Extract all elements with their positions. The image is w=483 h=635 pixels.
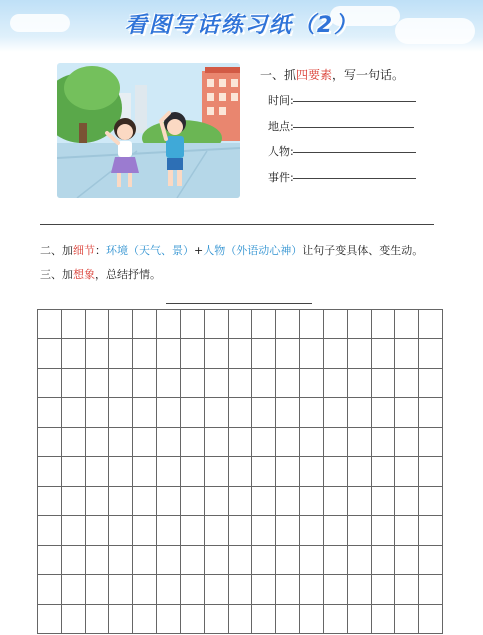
section2-colon: ： bbox=[95, 244, 106, 257]
grid-cell[interactable] bbox=[229, 457, 253, 486]
grid-cell[interactable] bbox=[372, 605, 396, 634]
grid-cell[interactable] bbox=[395, 516, 419, 545]
grid-cell[interactable] bbox=[324, 575, 348, 604]
field-time-label: 时间: bbox=[268, 94, 294, 107]
grid-cell[interactable] bbox=[62, 339, 86, 368]
grid-cell[interactable] bbox=[205, 575, 229, 604]
grid-cell[interactable] bbox=[324, 605, 348, 634]
grid-cell[interactable] bbox=[252, 457, 276, 486]
grid-cell[interactable] bbox=[348, 457, 372, 486]
section2-part2: 人物（外语动心神） bbox=[203, 244, 303, 257]
grid-cell[interactable] bbox=[86, 428, 110, 457]
grid-cell[interactable] bbox=[86, 575, 110, 604]
grid-cell[interactable] bbox=[419, 369, 443, 398]
grid-cell[interactable] bbox=[419, 457, 443, 486]
grid-cell[interactable] bbox=[419, 575, 443, 604]
essay-title-line[interactable] bbox=[166, 303, 312, 304]
grid-cell[interactable] bbox=[205, 546, 229, 575]
section3-highlight: 想象 bbox=[73, 268, 95, 281]
grid-cell[interactable] bbox=[205, 428, 229, 457]
section2-prefix: 二、加 bbox=[40, 244, 73, 257]
grid-cell[interactable] bbox=[300, 575, 324, 604]
grid-cell[interactable] bbox=[372, 398, 396, 427]
grid-cell[interactable] bbox=[181, 310, 205, 339]
grid-cell[interactable] bbox=[324, 546, 348, 575]
grid-cell[interactable] bbox=[372, 457, 396, 486]
grid-cell[interactable] bbox=[181, 546, 205, 575]
section3-heading bbox=[40, 266, 161, 282]
grid-cell[interactable] bbox=[372, 516, 396, 545]
grid-cell[interactable] bbox=[348, 605, 372, 634]
grid-cell[interactable] bbox=[300, 487, 324, 516]
grid-cell[interactable] bbox=[181, 339, 205, 368]
grid-cell[interactable] bbox=[300, 339, 324, 368]
grid-cell[interactable] bbox=[348, 487, 372, 516]
grid-cell[interactable] bbox=[395, 605, 419, 634]
grid-cell[interactable] bbox=[419, 546, 443, 575]
grid-cell[interactable] bbox=[252, 575, 276, 604]
grid-cell[interactable] bbox=[324, 369, 348, 398]
grid-cell[interactable] bbox=[109, 546, 133, 575]
grid-cell[interactable] bbox=[395, 457, 419, 486]
grid-cell[interactable] bbox=[109, 398, 133, 427]
section2-plus: + bbox=[194, 244, 204, 257]
grid-cell[interactable] bbox=[181, 369, 205, 398]
section3-suffix: ，总结抒情。 bbox=[95, 268, 161, 281]
grid-cell[interactable] bbox=[229, 398, 253, 427]
grid-cell[interactable] bbox=[38, 457, 62, 486]
field-place-line[interactable] bbox=[293, 127, 414, 128]
grid-cell[interactable] bbox=[181, 605, 205, 634]
grid-cell[interactable] bbox=[86, 457, 110, 486]
section1-heading bbox=[260, 66, 404, 83]
grid-cell[interactable] bbox=[276, 546, 300, 575]
grid-cell[interactable] bbox=[157, 605, 181, 634]
grid-cell[interactable] bbox=[62, 605, 86, 634]
grid-cell[interactable] bbox=[133, 398, 157, 427]
grid-cell[interactable] bbox=[181, 398, 205, 427]
grid-cell[interactable] bbox=[109, 339, 133, 368]
grid-cell[interactable] bbox=[86, 487, 110, 516]
grid-cell[interactable] bbox=[419, 428, 443, 457]
section2-suffix: 让句子变具体、变生动。 bbox=[302, 244, 424, 257]
grid-cell[interactable] bbox=[109, 487, 133, 516]
grid-cell[interactable] bbox=[205, 339, 229, 368]
grid-cell[interactable] bbox=[324, 398, 348, 427]
grid-cell[interactable] bbox=[86, 516, 110, 545]
grid-cell[interactable] bbox=[276, 369, 300, 398]
grid-cell[interactable] bbox=[109, 369, 133, 398]
grid-cell[interactable] bbox=[205, 487, 229, 516]
grid-cell[interactable] bbox=[229, 339, 253, 368]
grid-cell[interactable] bbox=[133, 428, 157, 457]
grid-cell[interactable] bbox=[38, 369, 62, 398]
grid-cell[interactable] bbox=[157, 339, 181, 368]
grid-cell[interactable] bbox=[62, 546, 86, 575]
grid-cell[interactable] bbox=[300, 516, 324, 545]
grid-cell[interactable] bbox=[157, 457, 181, 486]
grid-cell[interactable] bbox=[300, 605, 324, 634]
grid-cell[interactable] bbox=[395, 398, 419, 427]
grid-cell[interactable] bbox=[372, 428, 396, 457]
section1-suffix: ，写一句话。 bbox=[332, 68, 405, 82]
grid-cell[interactable] bbox=[38, 339, 62, 368]
grid-cell[interactable] bbox=[395, 428, 419, 457]
grid-cell[interactable] bbox=[372, 339, 396, 368]
grid-cell[interactable] bbox=[62, 487, 86, 516]
grid-cell[interactable] bbox=[86, 546, 110, 575]
grid-cell[interactable] bbox=[252, 516, 276, 545]
grid-cell[interactable] bbox=[157, 575, 181, 604]
grid-cell[interactable] bbox=[372, 369, 396, 398]
grid-cell[interactable] bbox=[348, 398, 372, 427]
grid-cell[interactable] bbox=[348, 369, 372, 398]
grid-cell[interactable] bbox=[419, 605, 443, 634]
grid-cell[interactable] bbox=[276, 605, 300, 634]
grid-cell[interactable] bbox=[276, 310, 300, 339]
grid-cell[interactable] bbox=[38, 487, 62, 516]
grid-cell[interactable] bbox=[348, 428, 372, 457]
grid-cell[interactable] bbox=[229, 575, 253, 604]
grid-cell[interactable] bbox=[133, 457, 157, 486]
grid-cell[interactable] bbox=[109, 516, 133, 545]
grid-cell[interactable] bbox=[62, 516, 86, 545]
grid-cell[interactable] bbox=[252, 546, 276, 575]
grid-cell[interactable] bbox=[395, 546, 419, 575]
grid-cell[interactable] bbox=[229, 369, 253, 398]
grid-cell[interactable] bbox=[252, 369, 276, 398]
grid-cell[interactable] bbox=[133, 487, 157, 516]
grid-cell[interactable] bbox=[419, 516, 443, 545]
grid-cell[interactable] bbox=[324, 516, 348, 545]
grid-cell[interactable] bbox=[276, 398, 300, 427]
section1-prefix: 一、抓 bbox=[260, 68, 297, 82]
grid-cell[interactable] bbox=[300, 428, 324, 457]
grid-cell[interactable] bbox=[300, 369, 324, 398]
grid-cell[interactable] bbox=[86, 339, 110, 368]
grid-cell[interactable] bbox=[86, 605, 110, 634]
grid-cell[interactable] bbox=[38, 310, 62, 339]
grid-cell[interactable] bbox=[372, 575, 396, 604]
grid-cell[interactable] bbox=[395, 487, 419, 516]
grid-cell[interactable] bbox=[229, 605, 253, 634]
grid-cell[interactable] bbox=[133, 546, 157, 575]
section2-heading bbox=[40, 242, 423, 258]
grid-cell[interactable] bbox=[324, 339, 348, 368]
grid-cell[interactable] bbox=[252, 487, 276, 516]
grid-cell[interactable] bbox=[205, 605, 229, 634]
field-event-label: 事件: bbox=[268, 171, 294, 184]
grid-cell[interactable] bbox=[300, 457, 324, 486]
grid-cell[interactable] bbox=[86, 310, 110, 339]
grid-cell[interactable] bbox=[372, 546, 396, 575]
page-title: 看图写话练习纸（2） bbox=[124, 13, 359, 38]
grid-cell[interactable] bbox=[348, 575, 372, 604]
grid-cell[interactable] bbox=[348, 546, 372, 575]
grid-cell[interactable] bbox=[348, 516, 372, 545]
grid-cell[interactable] bbox=[86, 369, 110, 398]
grid-cell[interactable] bbox=[157, 398, 181, 427]
grid-cell[interactable] bbox=[276, 487, 300, 516]
grid-cell[interactable] bbox=[181, 457, 205, 486]
grid-cell[interactable] bbox=[395, 575, 419, 604]
field-event-line[interactable] bbox=[293, 178, 416, 179]
grid-cell[interactable] bbox=[205, 398, 229, 427]
grid-cell[interactable] bbox=[205, 516, 229, 545]
grid-cell[interactable] bbox=[62, 575, 86, 604]
grid-cell[interactable] bbox=[276, 339, 300, 368]
grid-cell[interactable] bbox=[133, 339, 157, 368]
grid-cell[interactable] bbox=[157, 310, 181, 339]
grid-cell[interactable] bbox=[205, 369, 229, 398]
grid-cell[interactable] bbox=[109, 605, 133, 634]
grid-cell[interactable] bbox=[300, 546, 324, 575]
grid-cell[interactable] bbox=[62, 369, 86, 398]
grid-cell[interactable] bbox=[419, 339, 443, 368]
grid-cell[interactable] bbox=[229, 516, 253, 545]
grid-cell[interactable] bbox=[252, 310, 276, 339]
section2-highlight: 细节 bbox=[73, 244, 95, 257]
writing-grid[interactable] bbox=[37, 309, 443, 634]
grid-cell[interactable] bbox=[133, 605, 157, 634]
grid-cell[interactable] bbox=[252, 605, 276, 634]
grid-cell[interactable] bbox=[133, 575, 157, 604]
grid-cell[interactable] bbox=[109, 310, 133, 339]
grid-cell[interactable] bbox=[62, 428, 86, 457]
grid-cell[interactable] bbox=[205, 310, 229, 339]
grid-cell[interactable] bbox=[205, 457, 229, 486]
grid-cell[interactable] bbox=[276, 575, 300, 604]
grid-cell[interactable] bbox=[348, 339, 372, 368]
grid-cell[interactable] bbox=[419, 487, 443, 516]
section3-prefix: 三、加 bbox=[40, 268, 73, 281]
grid-cell[interactable] bbox=[62, 457, 86, 486]
grid-cell[interactable] bbox=[419, 398, 443, 427]
grid-cell[interactable] bbox=[38, 605, 62, 634]
illustration bbox=[57, 63, 240, 198]
grid-cell[interactable] bbox=[395, 369, 419, 398]
grid-cell[interactable] bbox=[229, 310, 253, 339]
grid-cell[interactable] bbox=[157, 516, 181, 545]
field-people-line[interactable] bbox=[293, 152, 416, 153]
grid-cell[interactable] bbox=[276, 516, 300, 545]
grid-cell[interactable] bbox=[229, 487, 253, 516]
grid-cell[interactable] bbox=[38, 398, 62, 427]
grid-cell[interactable] bbox=[229, 428, 253, 457]
grid-cell[interactable] bbox=[324, 457, 348, 486]
grid-cell[interactable] bbox=[38, 546, 62, 575]
grid-cell[interactable] bbox=[133, 369, 157, 398]
children-park-illustration bbox=[57, 63, 240, 198]
grid-cell[interactable] bbox=[252, 428, 276, 457]
grid-cell[interactable] bbox=[181, 428, 205, 457]
grid-cell[interactable] bbox=[62, 398, 86, 427]
grid-cell[interactable] bbox=[157, 487, 181, 516]
section2-part1: 环境（天气、景） bbox=[106, 244, 194, 257]
grid-cell[interactable] bbox=[419, 310, 443, 339]
grid-cell[interactable] bbox=[276, 457, 300, 486]
grid-cell[interactable] bbox=[181, 487, 205, 516]
grid-cell[interactable] bbox=[181, 575, 205, 604]
grid-cell[interactable] bbox=[252, 339, 276, 368]
grid-cell[interactable] bbox=[324, 428, 348, 457]
grid-cell[interactable] bbox=[109, 575, 133, 604]
grid-cell[interactable] bbox=[38, 428, 62, 457]
grid-cell[interactable] bbox=[300, 398, 324, 427]
grid-cell[interactable] bbox=[324, 487, 348, 516]
grid-cell[interactable] bbox=[157, 369, 181, 398]
grid-cell[interactable] bbox=[372, 310, 396, 339]
grid-cell[interactable] bbox=[109, 428, 133, 457]
field-people-label: 人物: bbox=[268, 145, 294, 158]
grid-cell[interactable] bbox=[276, 428, 300, 457]
grid-cell[interactable] bbox=[38, 516, 62, 545]
grid-cell[interactable] bbox=[181, 516, 205, 545]
grid-cell[interactable] bbox=[300, 310, 324, 339]
grid-cell[interactable] bbox=[348, 310, 372, 339]
grid-cell[interactable] bbox=[324, 310, 348, 339]
field-time-line[interactable] bbox=[293, 101, 416, 102]
grid-cell[interactable] bbox=[86, 398, 110, 427]
grid-cell[interactable] bbox=[133, 310, 157, 339]
grid-cell[interactable] bbox=[109, 457, 133, 486]
section1-highlight: 四要素 bbox=[296, 68, 333, 82]
grid-cell[interactable] bbox=[372, 487, 396, 516]
grid-cell[interactable] bbox=[229, 546, 253, 575]
grid-cell[interactable] bbox=[395, 310, 419, 339]
grid-cell[interactable] bbox=[38, 575, 62, 604]
grid-cell[interactable] bbox=[157, 428, 181, 457]
field-place-label: 地点: bbox=[268, 120, 294, 133]
grid-cell[interactable] bbox=[395, 339, 419, 368]
sentence-answer-line[interactable] bbox=[40, 224, 434, 225]
grid-cell[interactable] bbox=[157, 546, 181, 575]
grid-cell[interactable] bbox=[62, 310, 86, 339]
grid-cell[interactable] bbox=[252, 398, 276, 427]
grid-cell[interactable] bbox=[133, 516, 157, 545]
